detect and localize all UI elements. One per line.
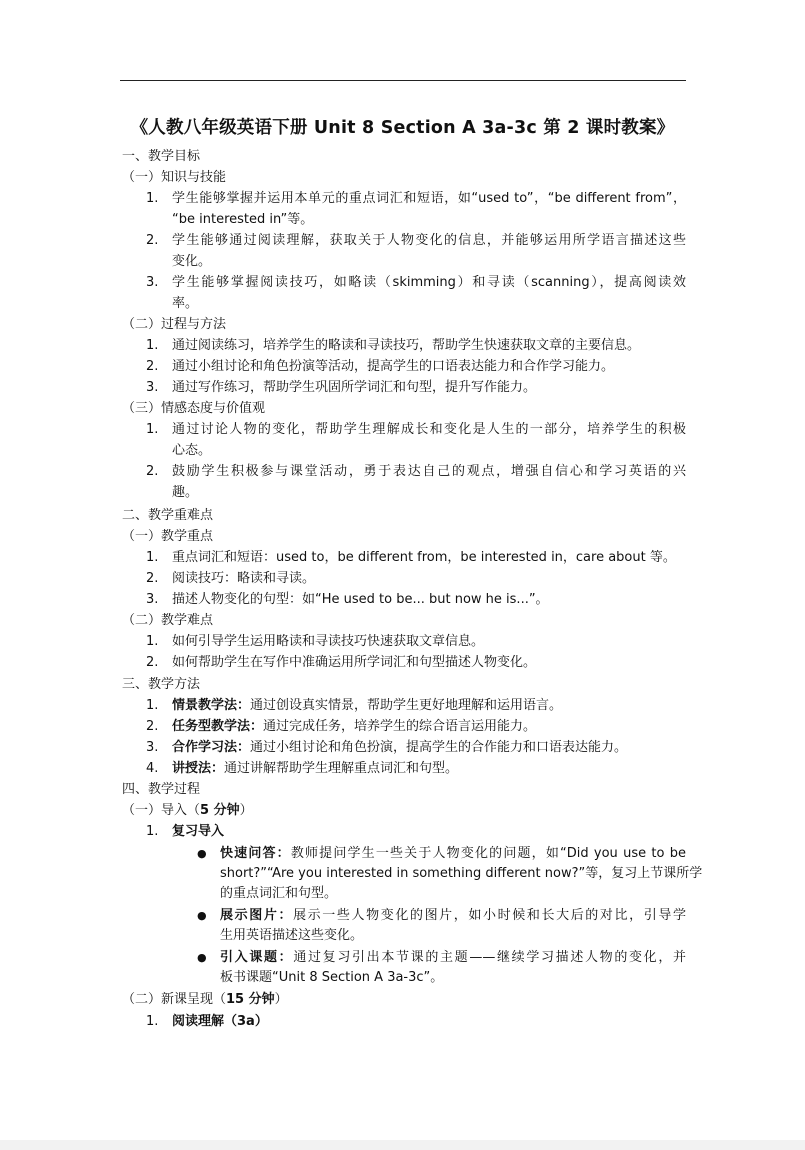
section-heading: 一、教学目标 xyxy=(122,149,201,164)
subsection-heading: （一）教学重点 xyxy=(122,529,214,544)
subsection-heading: （二）教学难点 xyxy=(122,613,214,628)
bullet-icon: ● xyxy=(197,951,207,964)
list-number: 3. xyxy=(146,380,159,395)
list-item: 通过讨论人物的变化，帮助学生理解成长和变化是人生的一部分，培养学生的积极 xyxy=(172,422,686,437)
list-item: 学生能够掌握阅读技巧，如略读（skimming）和寻读（scanning），提高阅读效 xyxy=(172,275,686,290)
list-number: 2. xyxy=(146,655,159,670)
bullet-label: 引入课题： xyxy=(220,950,294,965)
list-number: 2. xyxy=(146,719,159,734)
list-item: 阅读技巧：略读和寻读。 xyxy=(172,571,316,586)
list-number: 1. xyxy=(146,1014,159,1029)
duration: 15 分钟 xyxy=(226,992,275,1007)
method-text: 通过完成任务，培养学生的综合语言运用能力。 xyxy=(263,719,537,734)
bullet-continuation: 的重点词汇和句型。 xyxy=(220,886,338,901)
section-heading: 三、教学方法 xyxy=(122,677,201,692)
list-item: 重点词汇和短语：used to，be different from，be interested in，care about 等。 xyxy=(172,550,676,565)
list-item: 学生能够通过阅读理解，获取关于人物变化的信息，并能够运用所学语言描述这些 xyxy=(172,233,686,248)
list-item-continuation: 心态。 xyxy=(172,443,212,458)
list-number: 2. xyxy=(146,571,159,586)
list-item xyxy=(172,738,686,758)
header-rule xyxy=(120,80,686,81)
list-number: 1. xyxy=(146,634,159,649)
list-number: 1. xyxy=(146,191,159,206)
method-label: 任务型教学法： xyxy=(172,719,264,734)
subsection-suffix: ） xyxy=(274,992,288,1007)
bullet-continuation: short?”“Are you interested in something different now?”等，复习上节课所学 xyxy=(220,866,703,881)
step-title: 复习导入 xyxy=(172,824,225,839)
bullet-continuation: 生用英语描述这些变化。 xyxy=(220,928,364,943)
list-number: 4. xyxy=(146,761,159,776)
list-number: 2. xyxy=(146,233,159,248)
method-text: 通过讲解帮助学生理解重点词汇和句型。 xyxy=(224,761,459,776)
list-item: 鼓励学生积极参与课堂活动，勇于表达自己的观点，增强自信心和学习英语的兴 xyxy=(172,464,686,479)
list-number: 1. xyxy=(146,698,159,713)
section-heading: 二、教学重难点 xyxy=(122,508,214,523)
subsection-prefix: （二）新课呈现（ xyxy=(122,992,227,1007)
list-item: 如何帮助学生在写作中准确运用所学词汇和句型描述人物变化。 xyxy=(172,655,537,670)
bullet-icon: ● xyxy=(197,847,207,860)
subsection-prefix: （一）导入（ xyxy=(122,803,201,818)
bullet-label: 展示图片： xyxy=(220,908,294,923)
list-item-continuation: 趣。 xyxy=(172,485,199,500)
list-item: 学生能够掌握并运用本单元的重点词汇和短语，如“used to”，“be different from”， xyxy=(172,191,686,206)
list-number: 3. xyxy=(146,592,159,607)
list-item: 如何引导学生运用略读和寻读技巧快速获取文章信息。 xyxy=(172,634,485,649)
method-label: 讲授法： xyxy=(172,761,225,776)
bullet-continuation: 板书课题“Unit 8 Section A 3a-3c”。 xyxy=(220,970,444,985)
method-label: 情景教学法： xyxy=(172,698,251,713)
bullet-label: 快速问答： xyxy=(220,846,291,861)
list-item: 通过阅读练习，培养学生的略读和寻读技巧，帮助学生快速获取文章的主要信息。 xyxy=(172,338,641,353)
bullet-icon: ● xyxy=(197,909,207,922)
list-number: 2. xyxy=(146,464,159,479)
subsection-heading: （二）过程与方法 xyxy=(122,317,227,332)
list-item: 描述人物变化的句型：如“He used to be... but now he is...”。 xyxy=(172,592,549,607)
section-heading: 四、教学过程 xyxy=(122,782,201,797)
list-item-continuation: 率。 xyxy=(172,296,199,311)
list-item: 通过小组讨论和角色扮演等活动，提高学生的口语表达能力和合作学习能力。 xyxy=(172,359,615,374)
method-label: 合作学习法： xyxy=(172,740,251,755)
bullet-item xyxy=(220,906,686,926)
list-number: 3. xyxy=(146,740,159,755)
list-item-continuation: “be interested in”等。 xyxy=(172,212,314,227)
list-number: 1. xyxy=(146,422,159,437)
bullet-text: 教师提问学生一些关于人物变化的问题，如“Did you use to be xyxy=(290,846,686,861)
subsection-suffix: ） xyxy=(239,803,253,818)
step-title: 阅读理解（3a） xyxy=(172,1014,268,1029)
list-number: 1. xyxy=(146,550,159,565)
list-number: 1. xyxy=(146,338,159,353)
subsection-heading xyxy=(122,990,288,1010)
list-item: 通过写作练习，帮助学生巩固所学词汇和句型，提升写作能力。 xyxy=(172,380,537,395)
list-item-continuation: 变化。 xyxy=(172,254,212,269)
duration: 5 分钟 xyxy=(200,803,240,818)
list-number: 1. xyxy=(146,824,159,839)
bullet-item xyxy=(220,948,686,968)
subsection-heading xyxy=(122,801,253,821)
list-number: 3. xyxy=(146,275,159,290)
bullet-text: 通过复习引出本节课的主题——继续学习描述人物的变化，并 xyxy=(293,950,686,965)
page-bottom-edge xyxy=(0,1140,805,1150)
subsection-heading: （三）情感态度与价值观 xyxy=(122,401,266,416)
list-item xyxy=(172,696,686,716)
bullet-item xyxy=(220,844,686,864)
list-item xyxy=(172,717,686,737)
document-title: 《人教八年级英语下册 Unit 8 Section A 3a-3c 第 2 课时教案》 xyxy=(130,118,675,138)
list-number: 2. xyxy=(146,359,159,374)
method-text: 通过创设真实情景，帮助学生更好地理解和运用语言。 xyxy=(250,698,563,713)
bullet-text: 展示一些人物变化的图片，如小时候和长大后的对比，引导学 xyxy=(293,908,686,923)
list-item xyxy=(172,759,686,779)
subsection-heading: （一）知识与技能 xyxy=(122,170,227,185)
method-text: 通过小组讨论和角色扮演，提高学生的合作能力和口语表达能力。 xyxy=(250,740,628,755)
